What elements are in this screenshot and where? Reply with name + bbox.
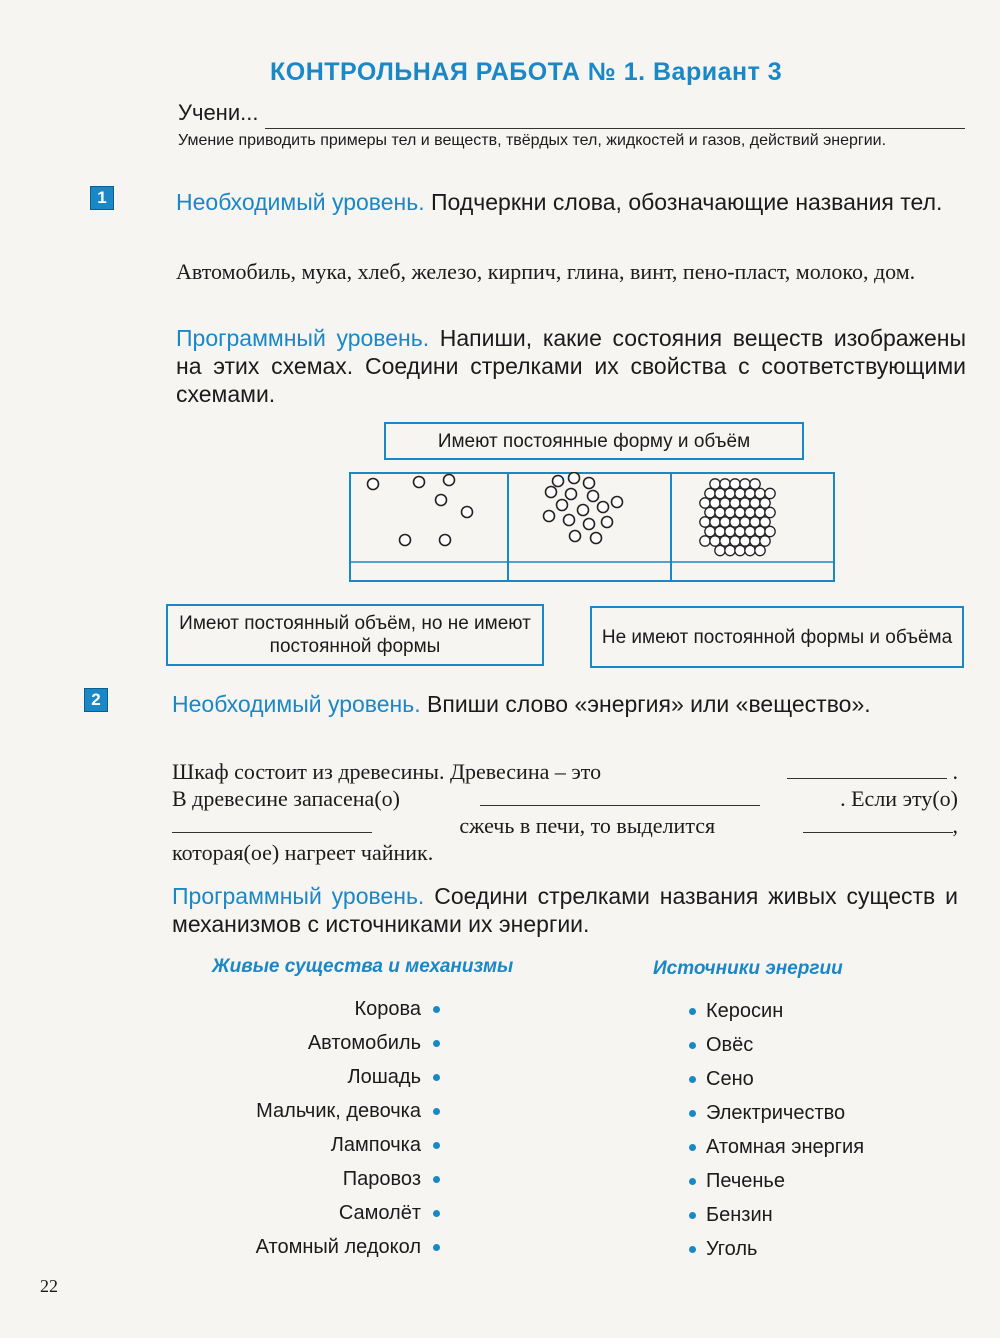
student-name-line[interactable] [265,128,965,129]
living-item-label: Автомобиль [307,1032,421,1054]
particle [725,526,735,536]
particle [765,488,775,498]
particle [750,498,760,508]
particle [557,500,568,511]
column-header-living: Живые существа и механизмы [212,956,514,977]
sentence-2b: . Если эту(о) [840,786,958,811]
particle [740,536,750,546]
particle [725,488,735,498]
particle [745,488,755,498]
connector-dot-icon[interactable] [689,1008,696,1015]
particle [436,495,447,506]
gas-particles [368,475,473,546]
sentence-3a: сжечь в печи, то выделится [459,813,716,838]
living-item-label: Мальчик, девочка [256,1100,421,1122]
column-header-energy: Источники энергии [653,958,843,979]
particle [598,502,609,513]
connector-dot-icon[interactable] [433,1142,440,1149]
particle [725,507,735,517]
particle [700,517,710,527]
connector-dot-icon[interactable] [689,1212,696,1219]
living-item[interactable] [354,998,440,1021]
energy-item[interactable] [689,1034,753,1057]
particle [588,491,599,502]
particle [730,498,740,508]
living-item-label: Паровоз [342,1168,421,1190]
task1-level1-label: Необходимый уровень. [176,189,425,215]
living-item[interactable] [256,1100,440,1123]
sentence-4: которая(ое) нагреет чайник. [172,840,434,865]
energy-item[interactable] [689,1204,773,1227]
solid-particles [700,479,775,556]
particle [735,526,745,536]
energy-item[interactable] [689,1170,785,1193]
sentence-1: Шкаф состоит из древесины. Древесина – это [172,759,602,784]
energy-item[interactable] [689,1136,864,1159]
particle [584,519,595,530]
particle [730,517,740,527]
energy-item-label: Бензин [706,1204,773,1226]
sentence-3b: , [952,813,958,838]
blank-2[interactable] [480,805,760,806]
task2-level1 [172,690,958,718]
connector-dot-icon[interactable] [433,1040,440,1047]
particle [765,526,775,536]
living-item[interactable] [347,1066,440,1089]
connector-dot-icon[interactable] [689,1178,696,1185]
particle [755,545,765,555]
skills-description: Умение приводить примеры тел и веществ, твёрдых тел, жидкостей и газов, действий энергии. [178,132,887,149]
particle [745,507,755,517]
connector-dot-icon[interactable] [689,1042,696,1049]
energy-item-label: Печенье [706,1170,785,1192]
task2-level1-label: Необходимый уровень. [172,691,421,717]
student-label: Учени... [178,100,259,125]
particle [720,536,730,546]
particle [730,536,740,546]
particle [444,475,455,486]
particle [578,505,589,516]
task2-sentences: Шкаф состоит из древесины. Древесина – это . В древесине запасена(о) . Если эту(о) сжечь в печи, то выделится , которая(ое) нагреет чайник. [172,759,958,865]
task1-level2 [176,324,966,408]
particle [553,476,564,487]
property-box-liquid[interactable]: Имеют постоянный объём, но не имеют постоянной формы [166,604,544,666]
particle [735,488,745,498]
connector-dot-icon[interactable] [433,1074,440,1081]
task2-level2-label: Программный уровень. [172,883,425,909]
particle [564,515,575,526]
particle [700,498,710,508]
living-item-label: Атомный ледокол [255,1236,421,1258]
energy-item-label: Уголь [706,1238,758,1260]
task2-level1-text: Впиши слово «энергия» или «вещество». [420,691,871,717]
living-item-label: Самолёт [338,1202,421,1224]
sentence-2a: В древесине запасена(о) [172,786,400,811]
energy-item[interactable] [689,1068,754,1091]
particle [720,498,730,508]
connector-dot-icon[interactable] [433,1176,440,1183]
particle [566,489,577,500]
living-item[interactable] [343,1168,440,1191]
particle [755,488,765,498]
particle [440,535,451,546]
particle [700,536,710,546]
living-item-label: Лампочка [330,1134,421,1156]
living-item[interactable] [256,1236,440,1259]
particle [710,498,720,508]
task1-word-list[interactable]: Автомобиль, мука, хлеб, железо, кирпич, глина, винт, пено-пласт, молоко, дом. [176,259,916,284]
particle [765,507,775,517]
task2-level2 [172,882,958,938]
energy-item-label: Атомная энергия [706,1136,865,1158]
living-item[interactable] [331,1134,440,1157]
particle [750,536,760,546]
particle [462,507,473,518]
particle [591,533,602,544]
energy-item-label: Сено [706,1068,754,1090]
task1-level1 [176,188,966,216]
living-item[interactable] [339,1202,440,1225]
particle [710,479,720,489]
particle [368,479,379,490]
particle [720,517,730,527]
states-of-matter-diagram [349,472,835,582]
energy-item[interactable] [689,1000,783,1023]
energy-item[interactable] [689,1102,845,1125]
particle [735,507,745,517]
particle [750,517,760,527]
connector-dot-icon[interactable] [689,1246,696,1253]
connector-dot-icon[interactable] [433,1244,440,1251]
particle [705,526,715,536]
particle [715,507,725,517]
particle [740,479,750,489]
task-number-1: 1 [90,186,114,210]
particle [544,511,555,522]
particle [730,479,740,489]
energy-item-label: Керосин [706,1000,784,1022]
particle [546,487,557,498]
particle [740,517,750,527]
blank-1[interactable] [787,778,947,779]
particle [569,473,580,484]
particle [602,517,613,528]
particle [710,517,720,527]
particle [715,526,725,536]
particle [715,545,725,555]
particle [705,488,715,498]
connector-dot-icon[interactable] [433,1108,440,1115]
task-number-2: 2 [84,688,108,712]
living-item-label: Корова [354,998,421,1020]
connector-dot-icon[interactable] [689,1110,696,1117]
particle [720,479,730,489]
task1-level2-label: Программный уровень. [176,325,430,351]
task1-level2-text: Напиши, какие состояния веществ изображены на этих схемах. Соедини стрелками их свойства с соответствующими схемами. [176,325,966,407]
energy-item-label: Овёс [706,1034,754,1056]
connector-dot-icon[interactable] [433,1006,440,1013]
particle [414,477,425,488]
particle [760,517,770,527]
living-item-label: Лошадь [347,1066,421,1088]
particle [710,536,720,546]
particle [750,479,760,489]
particle [745,526,755,536]
particle [760,536,770,546]
energy-item-label: Электричество [706,1102,846,1124]
living-item[interactable] [308,1032,440,1055]
task2-level2-text: Соедини стрелками названия живых существ и механизмов с источниками их энергии. [172,883,958,937]
property-box-gas[interactable]: Не имеют постоянной формы и объёма [590,606,964,668]
particle [612,497,623,508]
particle [745,545,755,555]
connector-dot-icon[interactable] [433,1210,440,1217]
particle [400,535,411,546]
task1-level1-text: Подчеркни слова, обозначающие названия тел. [424,189,943,215]
blank-3[interactable] [172,832,372,833]
particle [760,498,770,508]
connector-dot-icon[interactable] [689,1076,696,1083]
blank-4[interactable] [803,832,953,833]
particle [755,526,765,536]
particle [740,498,750,508]
energy-item[interactable] [689,1238,757,1261]
particle [735,545,745,555]
property-box-solid[interactable]: Имеют постоянные форму и объём [384,422,804,460]
particle [715,488,725,498]
particle [570,531,581,542]
page-title: КОНТРОЛЬНАЯ РАБОТА № 1. Вариант 3 [270,58,783,86]
particle [705,507,715,517]
particle [755,507,765,517]
connector-dot-icon[interactable] [689,1144,696,1151]
particle [584,478,595,489]
particle [725,545,735,555]
page-number: 22 [40,1276,58,1296]
liquid-particles [544,473,623,544]
